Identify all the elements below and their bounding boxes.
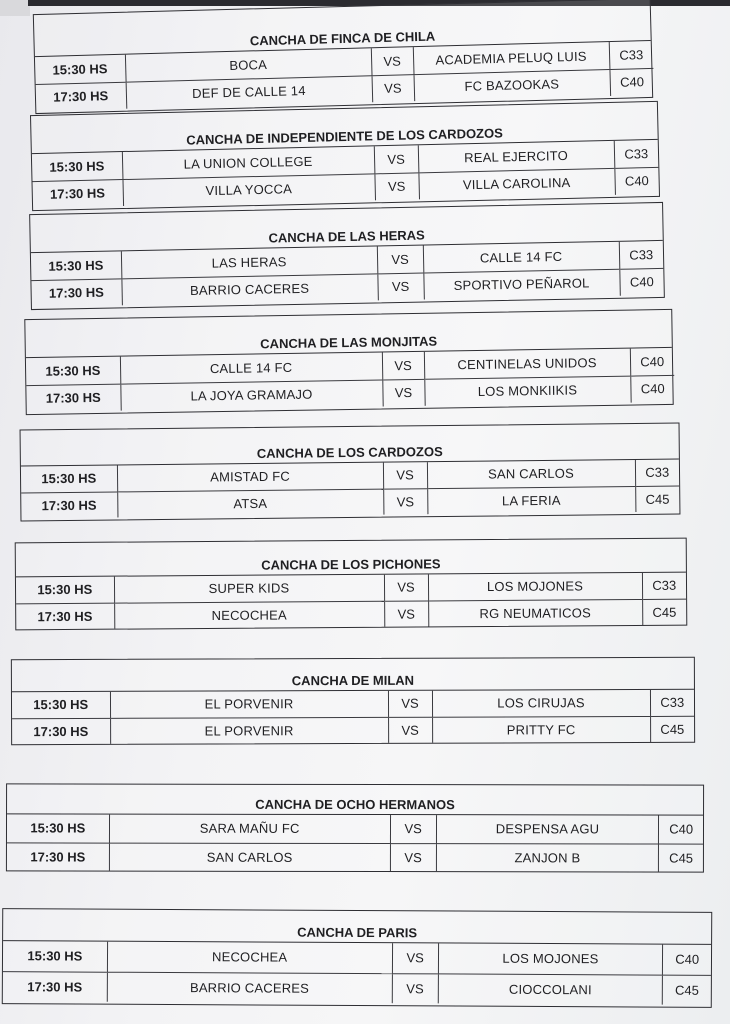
category-label: C40 (609, 68, 654, 96)
vs-label: VS (390, 815, 436, 843)
home-team: LA JOYA GRAMAJO (120, 379, 382, 410)
away-team: REAL EJERCITO (418, 141, 615, 172)
category-label: C40 (640, 353, 665, 370)
court-title: CANCHA DE LAS MONJITAS (25, 310, 672, 358)
away-team: ACADEMIA PELUQ LUIS (413, 42, 610, 74)
match-table (3, 941, 711, 1005)
category-label: C45 (650, 716, 694, 742)
away-team: FC BAZOOKAS (413, 69, 610, 101)
match-time: 17:30 HS (16, 603, 114, 630)
category-label: C45 (635, 486, 679, 512)
away-team: CIOCCOLANI (438, 973, 663, 1004)
match-time: 15:30 HS (31, 251, 122, 280)
match-table (31, 241, 664, 307)
vs-label: VS (388, 691, 432, 717)
page-corner (0, 0, 30, 16)
court-block (2, 908, 712, 1008)
match-time: 17:30 HS (12, 718, 110, 744)
match-time: 15:30 HS (32, 152, 123, 181)
category-label: C33 (629, 246, 654, 263)
category-label: C33 (645, 464, 670, 481)
vs-label: VS (388, 717, 432, 743)
away-team: LOS MOJONES (428, 573, 642, 600)
home-team: AMISTAD FC (117, 463, 383, 492)
court-block (15, 538, 688, 631)
home-team: VILLA YOCCA (122, 173, 375, 206)
match-time: 17:30 HS (7, 842, 109, 870)
court-block (30, 101, 660, 211)
match-time: 15:30 HS (35, 55, 126, 84)
court-block (33, 0, 653, 114)
away-team: LOS MONKIIKIS (424, 376, 630, 406)
vs-label: VS (392, 973, 438, 1003)
match-row (3, 971, 711, 1005)
category-label: C45 (642, 599, 686, 625)
category-label: C40 (630, 375, 674, 403)
match-row (7, 842, 703, 871)
court-title: CANCHA DE LOS PICHONES (16, 539, 686, 578)
vs-label: VS (377, 246, 424, 274)
court-title: CANCHA DE INDEPENDIENTE DE LOS CARDOZOS (31, 102, 658, 154)
vs-label: VS (371, 47, 414, 75)
match-time: 15:30 HS (3, 941, 107, 972)
category-label: C33 (619, 46, 644, 63)
away-team: SPORTIVO PEÑAROL (423, 269, 619, 300)
match-table (26, 348, 675, 412)
match-time: 17:30 HS (21, 491, 117, 518)
match-time: 17:30 HS (26, 384, 120, 412)
vs-label: VS (384, 600, 428, 626)
home-team: SARA MAÑU FC (109, 815, 390, 843)
category-label: C40 (619, 268, 664, 296)
category-label: C45 (663, 975, 711, 1005)
away-team: LA FERIA (427, 486, 635, 514)
home-team: CALLE 14 FC (120, 352, 382, 383)
home-team: EL PORVENIR (110, 691, 388, 718)
vs-label: VS (377, 273, 424, 301)
away-team: LOS MOJONES (438, 943, 663, 974)
match-time: 17:30 HS (36, 82, 127, 111)
away-team: DESPENSA AGU (436, 815, 659, 843)
home-team: BOCA (125, 48, 372, 81)
category-label: C33 (660, 695, 685, 711)
match-time: 15:30 HS (7, 814, 109, 842)
away-team: VILLA CAROLINA (418, 168, 615, 199)
court-title: CANCHA DE PARIS (3, 909, 711, 945)
court-block (6, 783, 704, 872)
away-team: RG NEUMATICOS (428, 599, 642, 626)
away-team: CALLE 14 FC (423, 242, 619, 273)
away-team: CENTINELAS UNIDOS (424, 349, 630, 379)
away-team: PRITTY FC (432, 716, 650, 743)
match-table (16, 573, 686, 630)
vs-label: VS (392, 943, 438, 973)
court-title: CANCHA DE LOS CARDOZOS (21, 424, 679, 467)
match-row (7, 814, 703, 843)
vs-label: VS (383, 462, 427, 488)
home-team: EL PORVENIR (110, 717, 388, 744)
match-table (21, 460, 680, 519)
away-team: ZANJON B (436, 843, 659, 871)
vs-label: VS (384, 574, 428, 600)
match-row (12, 690, 694, 718)
match-table (7, 814, 703, 871)
home-team: DEF DE CALLE 14 (126, 75, 373, 108)
court-title: CANCHA DE OCHO HERMANOS (7, 784, 703, 815)
category-label: C45 (659, 844, 703, 872)
vs-label: VS (390, 843, 436, 871)
home-team: BARRIO CACERES (107, 972, 392, 1003)
match-time: 17:30 HS (31, 278, 122, 307)
vs-label: VS (382, 352, 424, 380)
match-time: 15:30 HS (16, 577, 114, 604)
home-team: LA UNION COLLEGE (122, 146, 375, 179)
court-block (20, 423, 681, 522)
match-time: 15:30 HS (21, 465, 117, 492)
category-label: C40 (669, 821, 694, 837)
court-title: CANCHA DE FINCA DE CHILA (34, 0, 651, 57)
home-team: SAN CARLOS (109, 843, 390, 871)
category-label: C40 (614, 167, 659, 195)
court-block (29, 202, 665, 310)
vs-label: VS (383, 488, 427, 514)
category-label: C33 (652, 577, 677, 594)
match-time: 15:30 HS (12, 692, 110, 718)
vs-label: VS (372, 74, 415, 102)
home-team: ATSA (117, 489, 383, 518)
match-time: 17:30 HS (32, 179, 123, 208)
court-title: CANCHA DE LAS HERAS (30, 203, 663, 253)
match-time: 17:30 HS (3, 971, 107, 1002)
court-block (11, 657, 695, 745)
home-team: NECOCHEA (114, 601, 384, 629)
vs-label: VS (382, 379, 424, 407)
home-team: LAS HERAS (121, 246, 377, 278)
match-time: 15:30 HS (26, 357, 120, 385)
category-label: C33 (624, 145, 649, 162)
match-row (3, 941, 711, 975)
home-team: NECOCHEA (107, 942, 392, 973)
match-row (21, 486, 679, 519)
vs-label: VS (374, 172, 419, 200)
home-team: SUPER KIDS (114, 575, 384, 603)
court-block (24, 309, 673, 415)
match-row (16, 599, 686, 630)
away-team: LOS CIRUJAS (432, 690, 650, 717)
away-team: SAN CARLOS (427, 460, 635, 488)
vs-label: VS (374, 145, 419, 173)
home-team: BARRIO CACERES (121, 273, 377, 305)
match-table (12, 690, 694, 744)
court-title: CANCHA DE MILAN (12, 658, 694, 692)
category-label: C40 (675, 951, 700, 968)
match-row (12, 716, 694, 744)
